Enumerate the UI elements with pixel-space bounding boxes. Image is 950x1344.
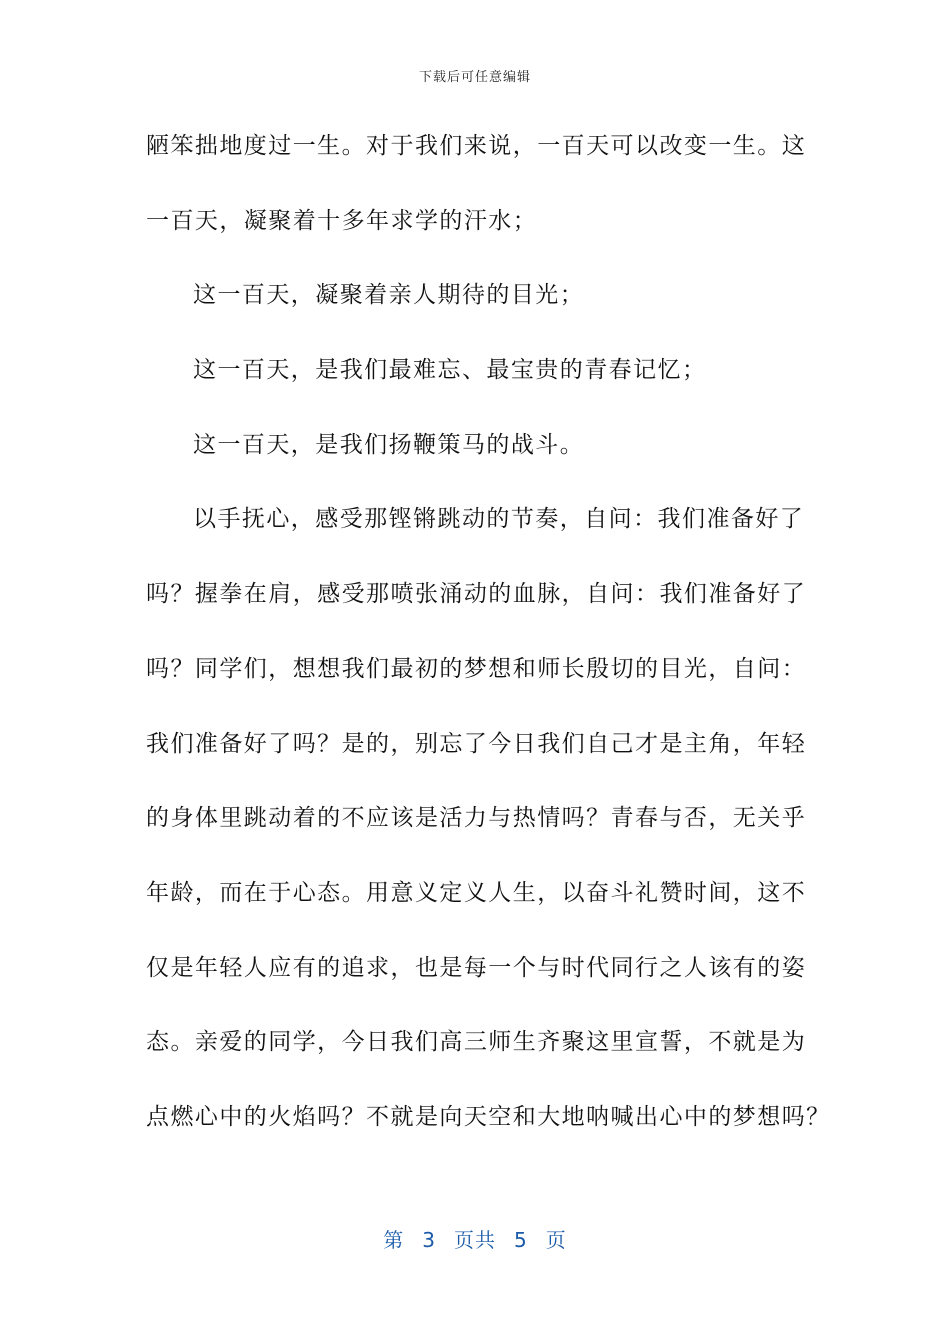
footer-middle: 页共 [454, 1228, 496, 1252]
current-page-number: 3 [422, 1228, 436, 1252]
text-line: 一百天，凝聚着十多年求学的汗水； [146, 207, 538, 234]
text-line: 这一百天，是我们扬鞭策马的战斗。 [193, 431, 585, 458]
text-line: 陋笨拙地度过一生。对于我们来说，一百天可以改变一生。这 [146, 133, 807, 159]
text-line: 仅是年轻人应有的追求，也是每一个与时代同行之人该有的姿 [146, 954, 807, 981]
text-line: 我们准备好了吗？是的，别忘了今日我们自己才是主角，年轻 [146, 730, 807, 757]
footer-prefix: 第 [383, 1228, 405, 1252]
text-line: 吗？握拳在肩，感受那喷张涌动的血脉，自问：我们准备好了 [146, 581, 807, 608]
text-line: 点燃心中的火焰吗？不就是向天空和大地呐喊出心中的梦想吗？ [146, 1103, 831, 1130]
footer-suffix: 页 [545, 1228, 567, 1252]
document-body [146, 120, 831, 1166]
total-pages-number: 5 [514, 1228, 528, 1252]
text-line: 年龄，而在于心态。用意义定义人生，以奋斗礼赞时间，这不 [146, 879, 807, 906]
text-line: 态。亲爱的同学，今日我们高三师生齐聚这里宣誓，不就是为 [146, 1029, 807, 1056]
text-line: 吗？同学们，想想我们最初的梦想和师长殷切的目光，自问： [146, 655, 807, 682]
text-line: 这一百天，是我们最难忘、最宝贵的青春记忆； [193, 357, 707, 384]
text-line: 这一百天，凝聚着亲人期待的目光； [193, 282, 585, 309]
text-line: 的身体里跳动着的不应该是活力与热情吗？青春与否，无关乎 [146, 805, 807, 832]
text-line: 以手抚心，感受那铿锵跳动的节奏，自问：我们准备好了 [193, 506, 805, 533]
page-footer [0, 1224, 950, 1253]
header-note: 下载后可任意编辑 [418, 70, 531, 85]
